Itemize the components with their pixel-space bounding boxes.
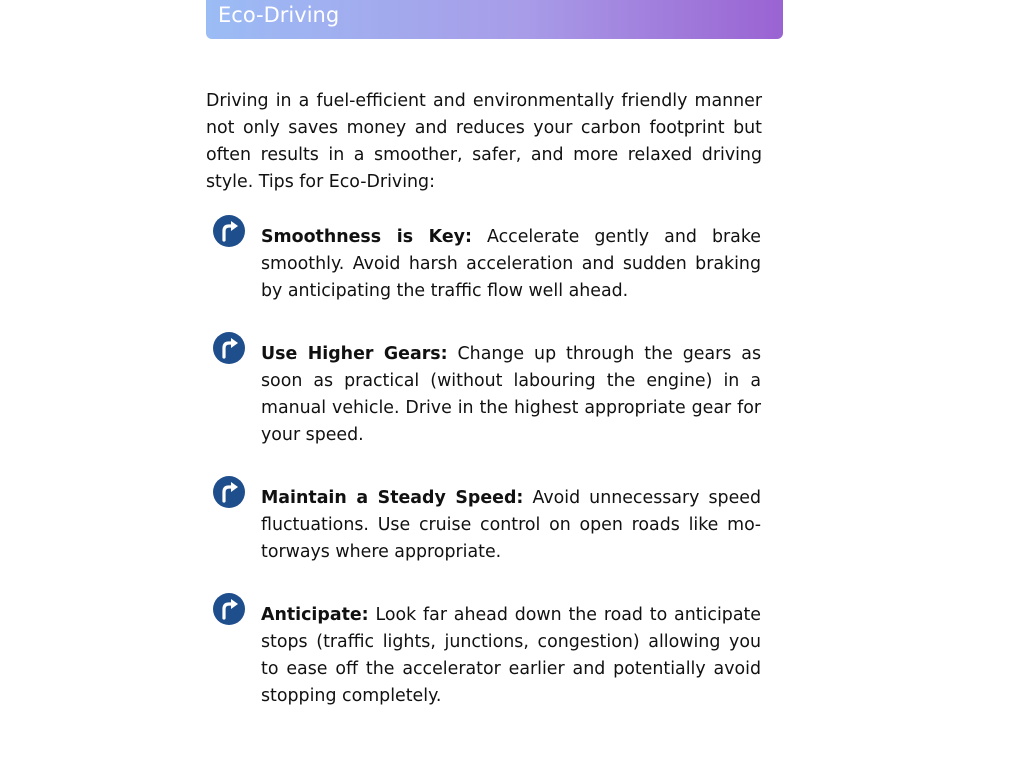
section-header [206, 0, 783, 39]
tip-title: Anticipate: [261, 605, 369, 625]
tip-title: Smoothness is Key: [261, 227, 472, 247]
turn-right-arrow-icon [212, 475, 246, 509]
section-title: Eco-Driving [218, 3, 340, 27]
turn-right-arrow-icon [212, 331, 246, 365]
tip-text [261, 602, 761, 710]
tip-description: Accelerate gently and brake smoothly. Avoid harsh acceleration and sudden braking by anticipating the traffic flow well ahead. [261, 227, 761, 301]
turn-right-arrow-icon [212, 592, 246, 626]
tip-text [261, 341, 761, 449]
tip-description: Look far ahead down the road to anticipate stops (traffic lights, junctions, congestion) allowing you to ease off the accelerator earlier and potentially avoid stopping completely. [261, 605, 761, 706]
tip-text [261, 485, 761, 566]
tip-description: Change up through the gears as soon as practical (without labouring the engine) in a manual vehicle. Drive in the highest appropriate gear for your speed. [261, 344, 762, 445]
tip-title: Use Higher Gears: [261, 344, 448, 364]
tip-text [261, 224, 761, 305]
tip-title: Maintain a Steady Speed: [261, 488, 524, 508]
intro-paragraph: Driving in a fuel-efficient and environmentally friendly manner not only saves money and reduces your carbon footprint but often results in a smoother, safer, and more relaxed driving style. Tips for Eco-Driving: [206, 91, 762, 192]
tip-description: Avoid unnecessary speed fluctuations. Use cruise control on open roads like motorways where appropriate. [261, 488, 762, 562]
turn-right-arrow-icon [212, 214, 246, 248]
